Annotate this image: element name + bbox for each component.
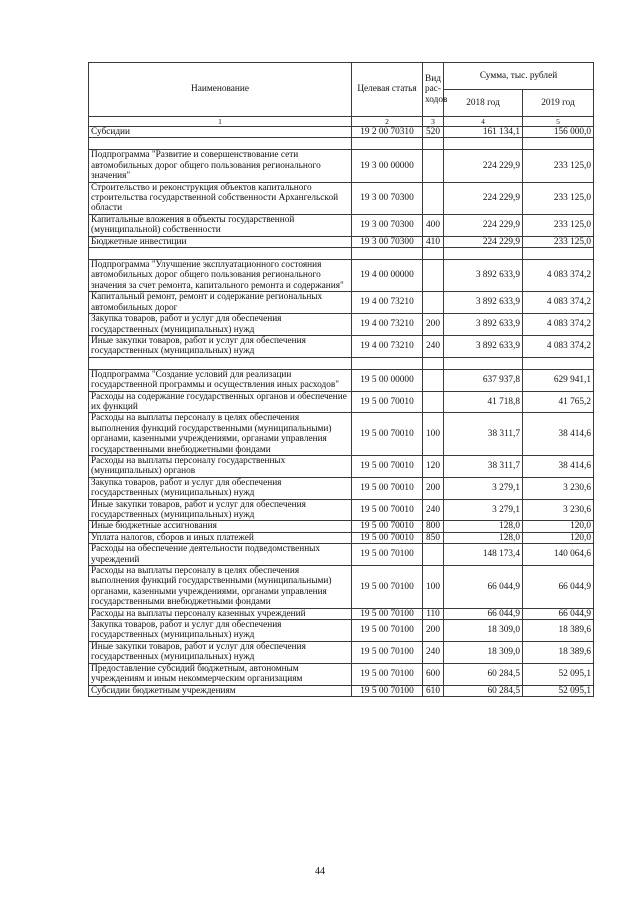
cell-name: Расходы на обеспечение деятельности подведомственных учреждений: [89, 544, 352, 566]
table-row: [89, 182, 594, 214]
cell-2019: 38 414,6: [523, 455, 594, 477]
cell-2019: 41 765,2: [523, 391, 594, 413]
subprogram-row: [89, 150, 594, 182]
cell-code: 19 4 00 00000: [352, 260, 423, 292]
cell-code: 19 5 00 70100: [352, 685, 423, 696]
empty-cell: [89, 248, 352, 260]
cell-code: 19 3 00 00000: [352, 150, 423, 182]
cell-2019: 233 125,0: [523, 214, 594, 236]
cell-name: Расходы на выплаты персоналу в целях обеспечения выполнения функций государственными (муниципальными) органами, казенными учреждениями, органами управления государственными внебюджетными фондами: [89, 413, 352, 456]
cell-2019: 156 000,0: [523, 127, 594, 138]
cell-type: 610: [423, 685, 444, 696]
cell-name: Подпрограмма "Развитие и совершенствование сети автомобильных дорог общего пользования регионального значения": [89, 150, 352, 182]
table-row: [89, 521, 594, 532]
cell-code: 19 2 00 70310: [352, 127, 423, 138]
cell-code: 19 5 00 70100: [352, 620, 423, 642]
cell-2019: 233 125,0: [523, 182, 594, 214]
cell-name: Закупка товаров, работ и услуг для обеспечения государственных (муниципальных) нужд: [89, 620, 352, 642]
cell-2019: 120,0: [523, 532, 594, 543]
cell-2018: 41 718,8: [444, 391, 523, 413]
cell-2019: 4 083 374,2: [523, 335, 594, 357]
header-2018: 2018 год: [444, 90, 523, 117]
cell-code: 19 5 00 70010: [352, 532, 423, 543]
table-row: [89, 292, 594, 314]
table-row: [89, 477, 594, 499]
cell-type: [423, 260, 444, 292]
table-row: [89, 236, 594, 247]
empty-cell: [444, 357, 523, 369]
cell-2018: 128,0: [444, 532, 523, 543]
cell-type: [423, 391, 444, 413]
cell-name: Расходы на выплаты персоналу государственных (муниципальных) органов: [89, 455, 352, 477]
cell-type: 200: [423, 314, 444, 336]
column-number-row: [89, 117, 594, 127]
header-type: Вид рас-ходов: [423, 63, 444, 117]
cell-code: 19 5 00 70100: [352, 641, 423, 663]
cell-code: 19 4 00 73210: [352, 314, 423, 336]
cell-2019: 38 414,6: [523, 413, 594, 456]
empty-cell: [523, 138, 594, 150]
column-number: 5: [523, 117, 594, 127]
cell-code: 19 5 00 70100: [352, 663, 423, 685]
cell-2018: 60 284,5: [444, 663, 523, 685]
cell-2018: 224 229,9: [444, 214, 523, 236]
cell-code: 19 4 00 73210: [352, 292, 423, 314]
cell-name: Субсидии: [89, 127, 352, 138]
cell-2019: 52 095,1: [523, 663, 594, 685]
empty-cell: [352, 138, 423, 150]
table-row: [89, 685, 594, 696]
empty-cell: [423, 138, 444, 150]
cell-type: 120: [423, 455, 444, 477]
cell-code: 19 5 00 70010: [352, 455, 423, 477]
table-row: [89, 314, 594, 336]
cell-type: 850: [423, 532, 444, 543]
cell-type: 100: [423, 413, 444, 456]
cell-2018: 3 892 633,9: [444, 260, 523, 292]
cell-name: Расходы на содержание государственных органов и обеспечение их функций: [89, 391, 352, 413]
cell-2018: 3 892 633,9: [444, 314, 523, 336]
cell-2019: 4 083 374,2: [523, 292, 594, 314]
empty-cell: [89, 357, 352, 369]
cell-code: 19 5 00 70100: [352, 566, 423, 609]
cell-code: 19 5 00 70010: [352, 521, 423, 532]
cell-type: 400: [423, 214, 444, 236]
cell-type: [423, 369, 444, 391]
cell-name: Закупка товаров, работ и услуг для обеспечения государственных (муниципальных) нужд: [89, 314, 352, 336]
header-name: Наименование: [89, 63, 352, 117]
cell-2019: 3 230,6: [523, 499, 594, 521]
cell-2019: 629 941,1: [523, 369, 594, 391]
cell-2018: 224 229,9: [444, 236, 523, 247]
cell-type: 110: [423, 608, 444, 619]
table-row: [89, 335, 594, 357]
column-number: 3: [423, 117, 444, 127]
table-row: [89, 127, 594, 138]
cell-type: 200: [423, 620, 444, 642]
cell-name: Иные закупки товаров, работ и услуг для обеспечения государственных (муниципальных) нужд: [89, 641, 352, 663]
cell-code: 19 3 00 70300: [352, 214, 423, 236]
cell-type: [423, 544, 444, 566]
cell-name: Субсидии бюджетным учреждениям: [89, 685, 352, 696]
cell-name: Расходы на выплаты персоналу казенных учреждений: [89, 608, 352, 619]
cell-2018: 66 044,9: [444, 566, 523, 609]
cell-2019: 3 230,6: [523, 477, 594, 499]
table-row: [89, 455, 594, 477]
table-row: [89, 620, 594, 642]
cell-code: 19 5 00 70010: [352, 413, 423, 456]
cell-2019: 4 083 374,2: [523, 314, 594, 336]
empty-cell: [352, 248, 423, 260]
cell-type: 240: [423, 499, 444, 521]
cell-name: Иные бюджетные ассигнования: [89, 521, 352, 532]
cell-2019: 4 083 374,2: [523, 260, 594, 292]
cell-name: Иные закупки товаров, работ и услуг для обеспечения государственных (муниципальных) нужд: [89, 335, 352, 357]
cell-code: 19 5 00 70010: [352, 499, 423, 521]
cell-2019: 18 389,6: [523, 620, 594, 642]
cell-2018: 38 311,7: [444, 455, 523, 477]
cell-type: 600: [423, 663, 444, 685]
cell-2018: 3 892 633,9: [444, 292, 523, 314]
cell-type: 800: [423, 521, 444, 532]
header-code: Целевая статья: [352, 63, 423, 117]
cell-2018: 3 279,1: [444, 499, 523, 521]
cell-2019: 233 125,0: [523, 150, 594, 182]
cell-2019: 18 389,6: [523, 641, 594, 663]
table-row: [89, 413, 594, 456]
cell-name: Капитальный ремонт, ремонт и содержание региональных автомобильных дорог: [89, 292, 352, 314]
cell-name: Строительство и реконструкция объектов капитального строительства государственной собственности Архангельской области: [89, 182, 352, 214]
cell-name: Капитальные вложения в объекты государственной (муниципальной) собственности: [89, 214, 352, 236]
empty-cell: [423, 357, 444, 369]
table-row: [89, 566, 594, 609]
column-number: 2: [352, 117, 423, 127]
subprogram-row: [89, 369, 594, 391]
cell-code: 19 4 00 73210: [352, 335, 423, 357]
table-row: [89, 608, 594, 619]
cell-code: 19 5 00 70100: [352, 544, 423, 566]
cell-2019: 52 095,1: [523, 685, 594, 696]
cell-name: Предоставление субсидий бюджетным, автономным учреждениям и иным некоммерческим организациям: [89, 663, 352, 685]
column-number: 1: [89, 117, 352, 127]
cell-2018: 3 279,1: [444, 477, 523, 499]
empty-cell: [444, 138, 523, 150]
cell-2018: 637 937,8: [444, 369, 523, 391]
spacer-row: [89, 357, 594, 369]
cell-2018: 18 309,0: [444, 641, 523, 663]
cell-type: [423, 182, 444, 214]
cell-type: [423, 292, 444, 314]
cell-name: Иные закупки товаров, работ и услуг для обеспечения государственных (муниципальных) нужд: [89, 499, 352, 521]
cell-2018: 128,0: [444, 521, 523, 532]
table-row: [89, 544, 594, 566]
cell-2019: 140 064,6: [523, 544, 594, 566]
cell-code: 19 3 00 70300: [352, 236, 423, 247]
cell-2018: 148 173,4: [444, 544, 523, 566]
cell-type: 240: [423, 335, 444, 357]
cell-2018: 38 311,7: [444, 413, 523, 456]
cell-type: 100: [423, 566, 444, 609]
column-number: 4: [444, 117, 523, 127]
spacer-row: [89, 138, 594, 150]
cell-code: 19 5 00 70010: [352, 477, 423, 499]
cell-type: 520: [423, 127, 444, 138]
cell-type: [423, 150, 444, 182]
cell-type: 240: [423, 641, 444, 663]
cell-name: Закупка товаров, работ и услуг для обеспечения государственных (муниципальных) нужд: [89, 477, 352, 499]
empty-cell: [423, 248, 444, 260]
cell-name: Уплата налогов, сборов и иных платежей: [89, 532, 352, 543]
cell-name: Подпрограмма "Улучшение эксплуатационного состояния автомобильных дорог общего пользования регионального значения за счет ремонта, капитального ремонта и содержания": [89, 260, 352, 292]
table-row: [89, 214, 594, 236]
cell-2018: 60 284,5: [444, 685, 523, 696]
cell-name: Бюджетные инвестиции: [89, 236, 352, 247]
cell-code: 19 3 00 70300: [352, 182, 423, 214]
cell-2019: 66 044,9: [523, 608, 594, 619]
page-number: 44: [315, 866, 325, 877]
table-row: [89, 391, 594, 413]
cell-2019: 66 044,9: [523, 566, 594, 609]
cell-code: 19 5 00 70100: [352, 608, 423, 619]
budget-table: [88, 62, 594, 697]
empty-cell: [89, 138, 352, 150]
cell-code: 19 5 00 00000: [352, 369, 423, 391]
cell-type: 200: [423, 477, 444, 499]
empty-cell: [352, 357, 423, 369]
table-row: [89, 663, 594, 685]
cell-2018: 224 229,9: [444, 182, 523, 214]
table-row: [89, 499, 594, 521]
cell-name: Подпрограмма "Создание условий для реализации государственной программы и осуществления иных расходов": [89, 369, 352, 391]
cell-name: Расходы на выплаты персоналу в целях обеспечения выполнения функций государственными (муниципальными) органами, казенными учреждениями, органами управления государственными внебюджетными фондами: [89, 566, 352, 609]
header-sum: Сумма, тыс. рублей: [444, 63, 594, 90]
cell-2018: 161 134,1: [444, 127, 523, 138]
cell-2018: 18 309,0: [444, 620, 523, 642]
cell-2018: 224 229,9: [444, 150, 523, 182]
header-2019: 2019 год: [523, 90, 594, 117]
table-row: [89, 532, 594, 543]
cell-2018: 66 044,9: [444, 608, 523, 619]
empty-cell: [444, 248, 523, 260]
empty-cell: [523, 357, 594, 369]
subprogram-row: [89, 260, 594, 292]
spacer-row: [89, 248, 594, 260]
empty-cell: [523, 248, 594, 260]
cell-type: 410: [423, 236, 444, 247]
table-row: [89, 641, 594, 663]
cell-2018: 3 892 633,9: [444, 335, 523, 357]
cell-code: 19 5 00 70010: [352, 391, 423, 413]
cell-2019: 120,0: [523, 521, 594, 532]
cell-2019: 233 125,0: [523, 236, 594, 247]
